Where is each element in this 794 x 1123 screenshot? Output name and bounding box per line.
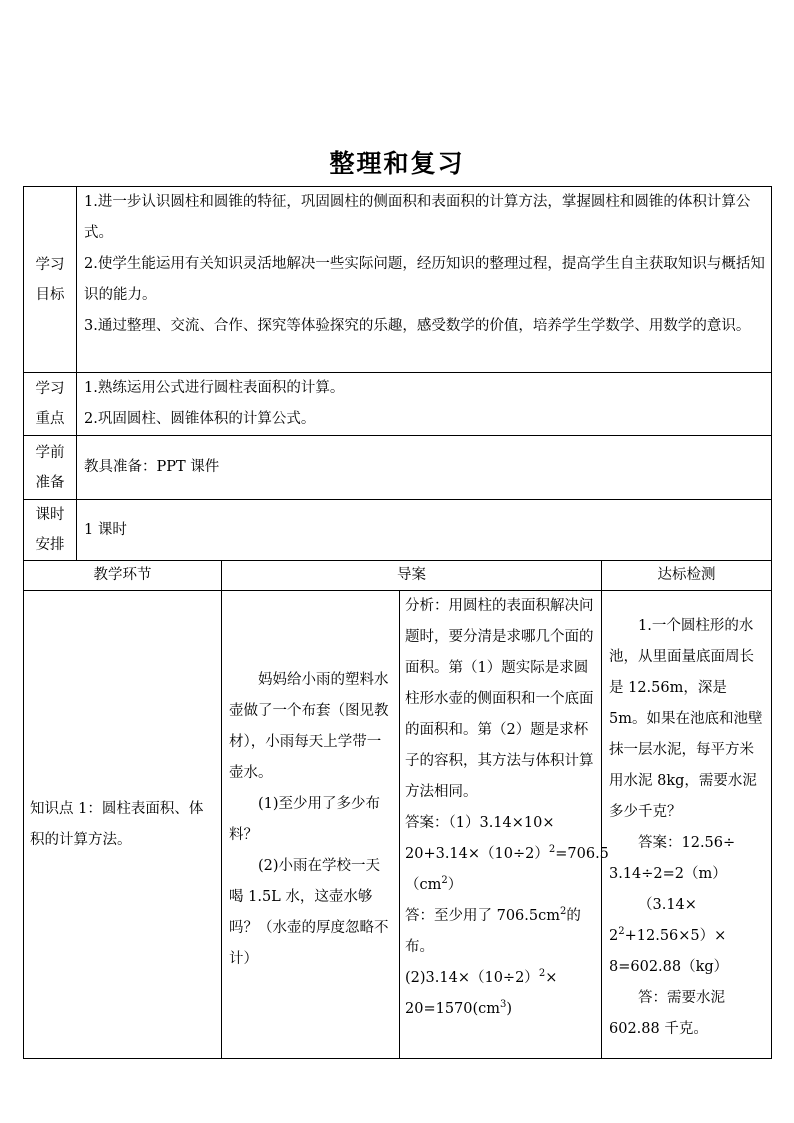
- check-final-1: 答：需要水泥: [638, 990, 725, 1006]
- hours-row: [24, 500, 772, 561]
- goal-item: 2.使学生能运用有关知识灵活地解决一些实际问题，经历知识的整理过程，提高学生自主获取知识与概括知识的能力。: [84, 256, 765, 303]
- problem-intro: 妈妈给小雨的塑料水壶做了一个布套（图见教材），小雨每天上学带一壶水。: [229, 672, 389, 781]
- check-answer-1: 答案：12.56÷: [638, 835, 736, 851]
- focus-content: [77, 373, 772, 436]
- column-header-row: [24, 561, 772, 591]
- goal-item: 1.进一步认识圆柱和圆锥的特征，巩固圆柱的侧面积和表面积的计算方法，掌握圆柱和圆锥的体积计算公式。: [84, 194, 751, 241]
- focus-item: 2.巩固圆柱、圆锥体积的计算公式。: [84, 411, 316, 427]
- hours-content: 1 课时: [77, 500, 772, 561]
- page-title: 整理和复习: [329, 149, 465, 178]
- goals-row: [24, 187, 772, 373]
- answer-line-5: 布。: [405, 939, 434, 955]
- answer-line-4: 答：至少用了 $706.5cm^2$的: [405, 906, 581, 924]
- knowledge-row: [24, 591, 772, 1059]
- answer-line-2: $20+3.14\times(10\div 2)^2=706.5$: [405, 844, 609, 862]
- prep-row: [24, 436, 772, 500]
- focus-item: 1.熟练运用公式进行圆柱表面积的计算。: [84, 380, 345, 396]
- goals-label: 学习 目标: [24, 187, 77, 373]
- header-guide: 导案: [222, 561, 602, 591]
- goals-content: [77, 187, 772, 373]
- header-check: 达标检测: [602, 561, 772, 591]
- answer-line-3: $(cm^2)$: [405, 875, 463, 893]
- header-stage: 教学环节: [24, 561, 222, 591]
- lesson-plan-table: [23, 186, 772, 1059]
- check-problem: 1.一个圆柱形的水池，从里面量底面周长是 12.56m，深是 5m。如果在池底和池壁抹一层水泥，每平方米用水泥 8kg，需要水泥多少千克？: [609, 618, 763, 820]
- prep-label: 学前 准备: [24, 436, 77, 500]
- focus-row: [24, 373, 772, 436]
- check-answer-5: 8=602.88（kg）: [609, 959, 729, 975]
- knowledge-point: 知识点 1：圆柱表面积、体积的计算方法。: [24, 591, 222, 1059]
- focus-label: 学习 重点: [24, 373, 77, 436]
- analysis-text: 分析：用圆柱的表面积解决问题时，要分清是求哪几个面的面积。第（1）题实际是求圆柱形水壶的侧面积和一个底面的面积和。第（2）题是求杯子的容积，其方法与体积计算方法相同。: [405, 598, 594, 800]
- check-answer-3: （3.14×: [638, 897, 697, 913]
- answer-line-1: 答案：（1）3.14×10×: [405, 815, 555, 831]
- problem-cell: [222, 591, 400, 1059]
- problem-question-2: (2)小雨在学校一天喝 1.5L 水，这壶水够吗？（水壶的厚度忽略不计）: [229, 858, 389, 967]
- problem-question-1: (1)至少用了多少布料？: [229, 796, 381, 843]
- check-final-2: 602.88 千克。: [609, 1021, 708, 1037]
- analysis-cell: [400, 591, 609, 1059]
- hours-label: 课时 安排: [24, 500, 77, 561]
- answer-line-7: $20=1570(cm^3)$: [405, 999, 513, 1017]
- prep-content: 教具准备：PPT 课件: [77, 436, 772, 500]
- answer-line-6: $(2)3.14\times(10\div 2)^2\times$: [405, 968, 558, 986]
- goal-item: 3.通过整理、交流、合作、探究等体验探究的乐趣，感受数学的价值，培养学生学数学、用数学的意识。: [84, 318, 751, 334]
- check-answer-4: $2^2+12.56\times 5)\times$: [609, 926, 727, 944]
- check-cell: [602, 591, 772, 1059]
- check-answer-2: 3.14÷2=2（m）: [609, 866, 727, 882]
